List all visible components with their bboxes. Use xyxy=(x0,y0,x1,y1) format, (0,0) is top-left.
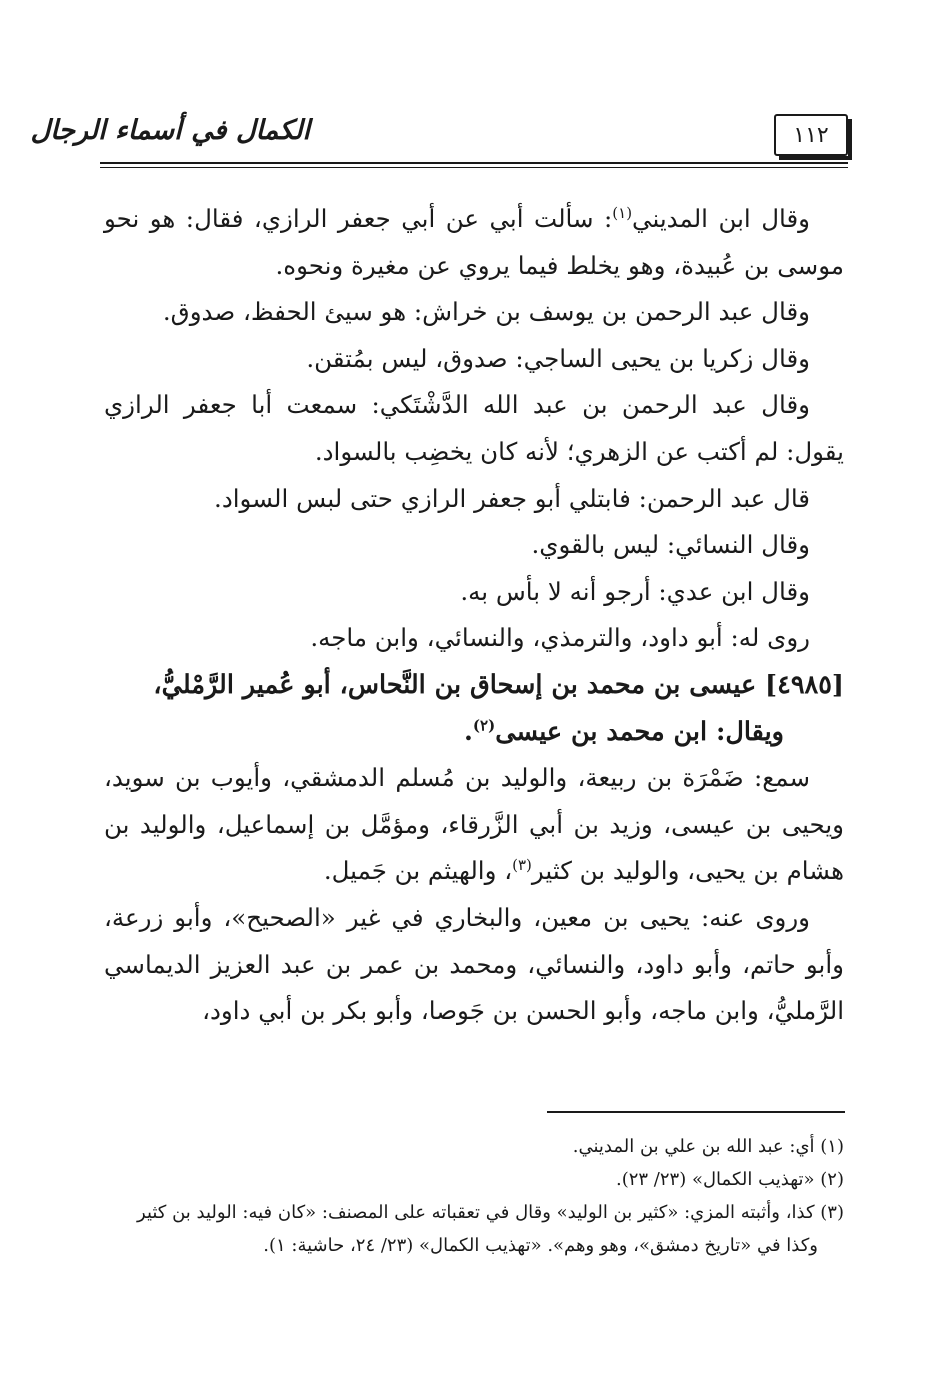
text: . xyxy=(464,716,473,747)
text: ويقال: ابن محمد بن عيسى xyxy=(495,716,784,747)
paragraph: وروى عنه: يحيى بن معين، والبخاري في غير «الصحيح»، وأبو زرعة، وأبو حاتم، وأبو داود، والنسائي، ومحمد بن عمر بن عبد العزيز الديماسي الرَّمليُّ، وابن ماجه، وأبو الحسن بن جَوصا، وأبو بكر بن أبي داود، xyxy=(104,902,844,1026)
book-title-calligraphy: الكمال في أسماء الرجال xyxy=(30,115,310,146)
page-header xyxy=(30,100,848,170)
text: وقال ابن المديني xyxy=(632,204,811,233)
footnotes xyxy=(104,1130,844,1262)
main-text xyxy=(104,196,844,1035)
footnote-separator xyxy=(547,1111,845,1113)
footnote-ref: (٣) xyxy=(512,856,532,875)
paragraph: روى له: أبو داود، والترمذي، والنسائي، وابن ماجه. xyxy=(310,623,810,653)
footnote: (٣) كذا، وأثبته المزي: «كثير بن الوليد» وقال في تعقباته على المصنف: «كان فيه: الوليد بن كثير xyxy=(137,1202,844,1223)
footnote: (٢) «تهذيب الكمال» (٢٣/ ٢٣). xyxy=(615,1169,844,1190)
paragraph: وقال زكريا بن يحيى الساجي: صدوق، ليس بمُتقن. xyxy=(306,343,810,373)
entry-heading: [٤٩٨٥] عيسى بن محمد بن إسحاق بن النَّحاس، أبو عُمير الرَّمْليُّ، xyxy=(153,669,844,700)
paragraph: قال عبد الرحمن: فابتلي أبو جعفر الرازي حتى لبس السواد. xyxy=(214,483,810,513)
paragraph: وقال النسائي: ليس بالقوي. xyxy=(531,530,810,560)
entry-heading-continued xyxy=(104,709,844,756)
footnote-ref: (٢) xyxy=(472,716,496,735)
header-rule xyxy=(100,162,848,164)
footnote-continued: وكذا في «تاريخ دمشق»، وهو وهم». «تهذيب الكمال» (٢٣/ ٢٤، حاشية: ١). xyxy=(263,1235,818,1256)
paragraph xyxy=(104,196,844,289)
paragraph: وقال عبد الرحمن بن عبد الله الدَّشْتَكي: سمعت أبا جعفر الرازي يقول: لم أكتب عن الزهري؛ لأنه كان يخضِب بالسواد. xyxy=(104,390,844,466)
text: ، والهيثم بن جَميل. xyxy=(323,856,513,886)
paragraph xyxy=(104,755,844,895)
page-number: ١١٢ xyxy=(793,122,829,148)
paragraph: وقال عبد الرحمن بن يوسف بن خراش: هو سيئ الحفظ، صدوق. xyxy=(162,297,810,327)
footnote-ref: (١) xyxy=(612,203,633,222)
paragraph: وقال ابن عدي: أرجو أنه لا بأس به. xyxy=(460,576,810,606)
header-rule-thin xyxy=(100,167,848,168)
footnote: (١) أي: عبد الله بن علي بن المديني. xyxy=(572,1136,844,1157)
text: : سألت أبي عن أبي جعفر الرازي، فقال: هو نحو موسى بن عُبيدة، وهو يخلط فيما يروي عن مغيرة ونحوه. xyxy=(104,204,844,280)
page-number-box xyxy=(774,114,848,156)
text: سمع: ضَمْرَة بن ربيعة، والوليد بن مُسلم الدمشقي، وأيوب بن سويد، ويحيى بن عيسى، وزيد بن أبي الزَّرقاء، ومؤمَّل بن إسماعيل، والوليد بن هشام بن يحيى، والوليد بن كثير xyxy=(104,763,844,886)
